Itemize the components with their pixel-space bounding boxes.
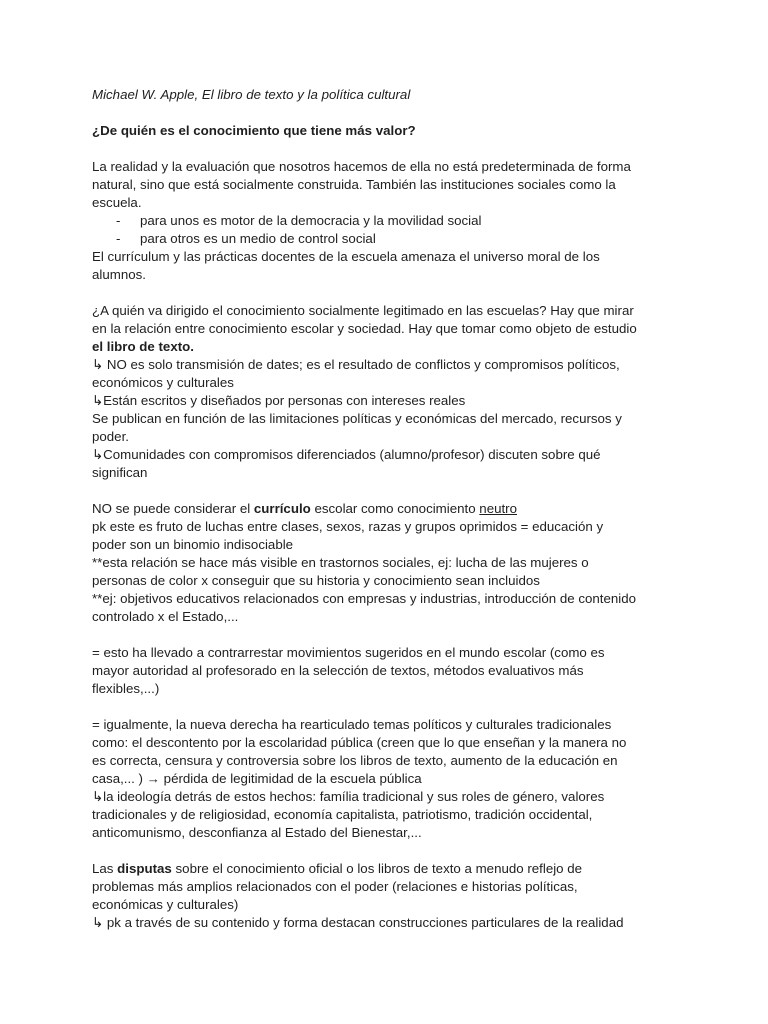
text-line: natural, sino que está socialmente construida. También las instituciones sociales como la (92, 177, 616, 192)
text-line: alumnos. (92, 267, 146, 282)
text-line: económicas y culturales) (92, 897, 239, 912)
text-line: ↳Están escritos y diseñados por personas con intereses reales (92, 393, 466, 408)
text-line: ↳ NO es solo transmisión de dates; es el resultado de conflictos y compromisos políticos, (92, 357, 620, 372)
text-line: poder son un binomio indisociable (92, 537, 294, 552)
text-run: escolar como conocimiento (310, 501, 480, 516)
text-run: sobre el conocimiento oficial o los libros de texto a menudo reflejo de (171, 861, 583, 876)
text-line: como: el descontento por la escolaridad pública (creen que lo que enseñan y la manera no (92, 735, 627, 750)
document-title: Michael W. Apple, El libro de texto y la política cultural (92, 87, 411, 102)
paragraph-3 (92, 500, 692, 626)
text-line: casa,... ) → pérdida de legitimidad de la escuela pública (92, 771, 422, 786)
text-line-bold: el libro de texto. (92, 339, 194, 354)
text-line: Se publican en función de las limitaciones políticas y económicas del mercado, recursos y (92, 411, 622, 426)
text-line: La realidad y la evaluación que nosotros hacemos de ella no está predeterminada de forma (92, 159, 631, 174)
paragraph-4 (92, 644, 692, 698)
text-line: personas de color x conseguir que su historia y conocimiento sean incluidos (92, 573, 540, 588)
list-item (92, 230, 692, 248)
document-body (92, 86, 692, 932)
list-item-text: para unos es motor de la democracia y la movilidad social (140, 213, 482, 228)
text-line: **ej: objetivos educativos relacionados con empresas y industrias, introducción de contenido (92, 591, 637, 606)
list-item (92, 212, 692, 230)
paragraph-2 (92, 302, 692, 482)
text-line: El currículum y las prácticas docentes de la escuela amenaza el universo moral de los (92, 249, 600, 264)
text-run: Las (92, 861, 118, 876)
text-run-bold: currículo (253, 501, 311, 516)
paragraph-6 (92, 860, 692, 932)
text-line: tradicionales y de religiosidad, economía capitalista, patriotismo, tradición occidental, (92, 807, 593, 822)
bullet-dash: - (116, 213, 121, 228)
text-line: escuela. (92, 195, 142, 210)
paragraph-1 (92, 158, 692, 284)
text-line: ↳la ideología detrás de estos hechos: família tradicional y sus roles de género, valores (92, 789, 605, 804)
text-line (92, 500, 692, 518)
text-line: en la relación entre conocimiento escolar y sociedad. Hay que tomar como objeto de estudio (92, 321, 637, 336)
text-line: problemas más amplios relacionados con el poder (relaciones e historias políticas, (92, 879, 578, 894)
text-line: ↳ pk a través de su contenido y forma destacan construcciones particulares de la realidad (92, 915, 624, 930)
text-line: mayor autoridad al profesorado en la selección de textos, métodos evaluativos más (92, 663, 584, 678)
text-run-underlined: neutro (479, 501, 517, 516)
section-heading: ¿De quién es el conocimiento que tiene más valor? (92, 123, 416, 138)
text-run-bold: disputas (117, 861, 172, 876)
text-line: = igualmente, la nueva derecha ha rearticulado temas políticos y culturales tradicionales (92, 717, 612, 732)
text-line: ↳Comunidades con compromisos diferenciados (alumno/profesor) discuten sobre qué (92, 447, 601, 462)
text-line: controlado x el Estado,... (92, 609, 239, 624)
paragraph-5 (92, 716, 692, 842)
text-line: = esto ha llevado a contrarrestar movimientos sugeridos en el mundo escolar (como es (92, 645, 605, 660)
text-line: económicos y culturales (92, 375, 234, 390)
text-run: NO se puede considerar el (92, 501, 254, 516)
text-line: significan (92, 465, 148, 480)
text-line: poder. (92, 429, 129, 444)
list-item-text: para otros es un medio de control social (140, 231, 376, 246)
text-line: es correcta, censura y controversia sobre los libros de texto, aumento de la educación en (92, 753, 618, 768)
text-line: ¿A quién va dirigido el conocimiento socialmente legitimado en las escuelas? Hay que mirar (92, 303, 634, 318)
bullet-dash: - (116, 231, 121, 246)
text-line: pk este es fruto de luchas entre clases, sexos, razas y grupos oprimidos = educación y (92, 519, 604, 534)
text-line: flexibles,...) (92, 681, 160, 696)
text-line: anticomunismo, desconfianza al Estado del Bienestar,... (92, 825, 422, 840)
text-line (92, 860, 692, 878)
text-line: **esta relación se hace más visible en trastornos sociales, ej: lucha de las mujeres o (92, 555, 589, 570)
